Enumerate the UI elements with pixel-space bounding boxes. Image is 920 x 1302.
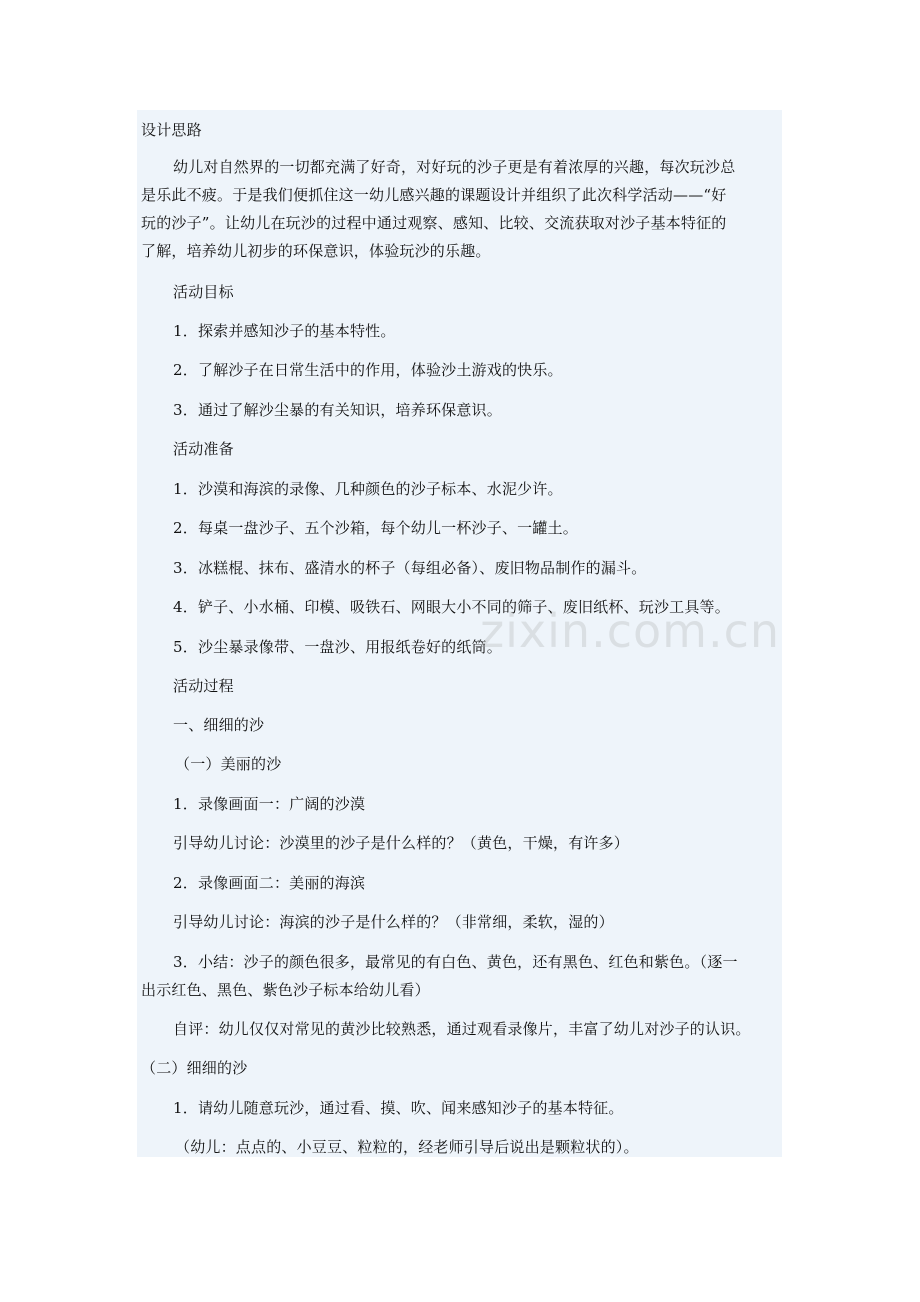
subsection-heading: 一、细细的沙 <box>173 716 265 734</box>
process-item: 3．小结：沙子的颜色很多，最常见的有白色、黄色，还有黑色、红色和紫色。（逐一 <box>173 953 738 971</box>
paragraph-line: 幼儿对自然界的一切都充满了好奇，对好玩的沙子更是有着浓厚的兴趣，每次玩沙总 <box>173 158 736 176</box>
goal-item: 1．探索并感知沙子的基本特性。 <box>173 322 396 340</box>
process-item: （幼儿：点点的、小豆豆、粒粒的，经老师引导后说出是颗粒状的）。 <box>175 1138 639 1156</box>
goal-item: 3．通过了解沙尘暴的有关知识，培养环保意识。 <box>173 401 502 419</box>
preparation-item: 4．铲子、小水桶、印模、吸铁石、网眼大小不同的筛子、废旧纸杯、玩沙工具等。 <box>173 598 730 616</box>
section-heading-activity-goals: 活动目标 <box>173 283 234 301</box>
section-heading-activity-process: 活动过程 <box>173 677 234 695</box>
self-evaluation: 自评：幼儿仅仅对常见的黄沙比较熟悉，通过观看录像片，丰富了幼儿对沙子的认识。 <box>173 1020 751 1038</box>
process-item: 1．录像画面一：广阔的沙漠 <box>173 795 366 813</box>
paragraph-line: 了解，培养幼儿初步的环保意识，体验玩沙的乐趣。 <box>141 242 491 260</box>
section-heading-activity-preparation: 活动准备 <box>173 440 234 458</box>
preparation-item: 5．沙尘暴录像带、一盘沙、用报纸卷好的纸筒。 <box>173 638 502 656</box>
paragraph-line: 玩的沙子”。让幼儿在玩沙的过程中通过观察、感知、比较、交流获取对沙子基本特征的 <box>141 214 727 232</box>
subsection-heading: （一）美丽的沙 <box>175 755 282 773</box>
subsection-heading: （二）细细的沙 <box>141 1059 248 1077</box>
process-item: 引导幼儿讨论：沙漠里的沙子是什么样的？（黄色，干燥，有许多） <box>173 834 630 852</box>
paragraph-line: 是乐此不疲。于是我们便抓住这一幼儿感兴趣的课题设计并组织了此次科学活动——“好 <box>141 186 727 204</box>
section-heading-design-idea: 设计思路 <box>141 121 202 139</box>
process-item: 1．请幼儿随意玩沙，通过看、摸、吹、闻来感知沙子的基本特征。 <box>173 1099 624 1117</box>
goal-item: 2．了解沙子在日常生活中的作用，体验沙土游戏的快乐。 <box>173 361 563 379</box>
preparation-item: 3．冰糕棍、抹布、盛清水的杯子（每组必备）、废旧物品制作的漏斗。 <box>173 559 647 577</box>
process-item: 出示红色、黑色、紫色沙子标本给幼儿看） <box>141 981 430 999</box>
process-item: 2．录像画面二：美丽的海滨 <box>173 874 366 892</box>
preparation-item: 2．每桌一盘沙子、五个沙箱，每个幼儿一杯沙子、一罐土。 <box>173 519 578 537</box>
preparation-item: 1．沙漠和海滨的录像、几种颜色的沙子标本、水泥少许。 <box>173 480 563 498</box>
watermark: zixin.com.cn <box>480 604 781 658</box>
process-item: 引导幼儿讨论：海滨的沙子是什么样的？（非常细，柔软，湿的） <box>173 913 614 931</box>
